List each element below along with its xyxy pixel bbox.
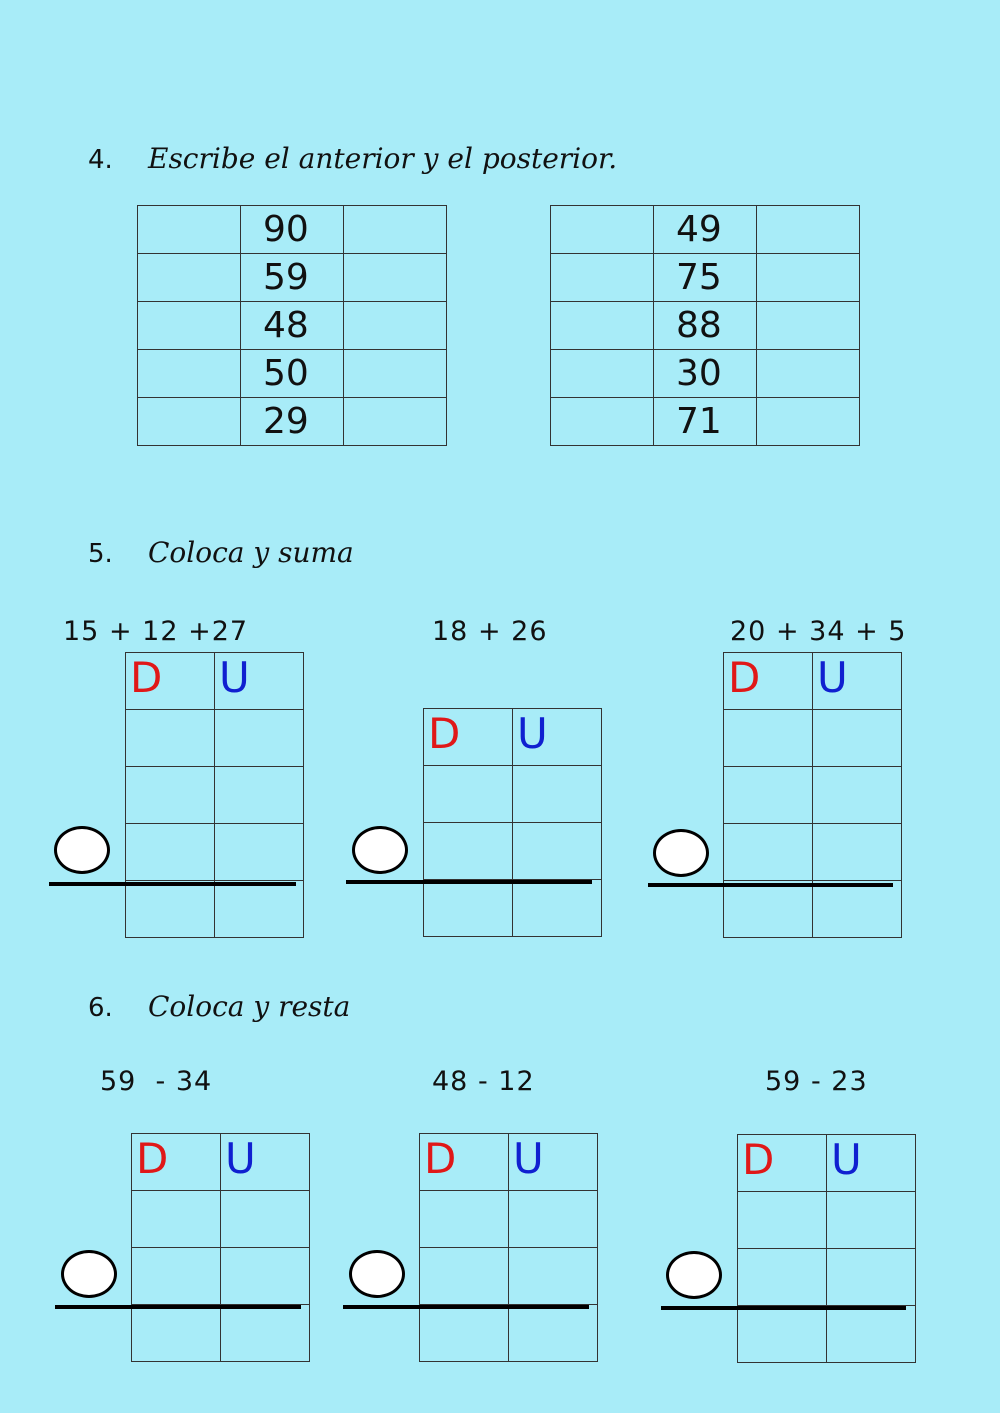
units-cell[interactable] (215, 767, 304, 824)
tens-header: D (724, 653, 813, 710)
subtraction-expression: 48 - 12 (432, 1066, 535, 1097)
tens-cell[interactable] (126, 767, 215, 824)
sequence-table-right (550, 205, 860, 446)
section-4-heading (88, 142, 617, 175)
units-cell[interactable] (813, 710, 902, 767)
operation-sign-circle[interactable] (61, 1250, 117, 1298)
operation-sign-circle[interactable] (54, 826, 110, 874)
answer-cell-before[interactable] (138, 302, 241, 350)
tens-cell[interactable] (420, 1248, 509, 1305)
given-number: 49 (654, 206, 757, 254)
tens-header: D (126, 653, 215, 710)
units-cell[interactable] (827, 1192, 916, 1249)
tens-cell[interactable] (724, 710, 813, 767)
addition-expression: 18 + 26 (432, 616, 548, 647)
answer-cell-before[interactable] (138, 254, 241, 302)
given-number: 48 (241, 302, 344, 350)
tens-cell[interactable] (738, 1192, 827, 1249)
units-cell[interactable] (215, 710, 304, 767)
tens-result-cell[interactable] (738, 1306, 827, 1363)
tens-header: D (420, 1134, 509, 1191)
tens-header: D (424, 709, 513, 766)
answer-cell-after[interactable] (344, 254, 447, 302)
tens-cell[interactable] (424, 766, 513, 823)
given-number: 88 (654, 302, 757, 350)
tens-header: D (132, 1134, 221, 1191)
section-number: 4. (88, 145, 113, 175)
tens-cell[interactable] (126, 710, 215, 767)
addition-expression: 20 + 34 + 5 (730, 616, 907, 647)
operation-sign-circle[interactable] (653, 829, 709, 877)
answer-cell-after[interactable] (757, 350, 860, 398)
answer-cell-after[interactable] (344, 302, 447, 350)
tens-cell[interactable] (132, 1248, 221, 1305)
units-header: U (221, 1134, 310, 1191)
answer-cell-before[interactable] (551, 350, 654, 398)
tens-result-cell[interactable] (132, 1305, 221, 1362)
units-result-cell[interactable] (215, 881, 304, 938)
answer-cell-after[interactable] (344, 206, 447, 254)
units-cell[interactable] (221, 1248, 310, 1305)
column-subtraction-grid (419, 1133, 598, 1362)
operation-sign-circle[interactable] (349, 1250, 405, 1298)
tens-cell[interactable] (420, 1191, 509, 1248)
units-cell[interactable] (513, 823, 602, 880)
given-number: 75 (654, 254, 757, 302)
section-title: Coloca y resta (148, 990, 351, 1023)
units-result-cell[interactable] (509, 1305, 598, 1362)
units-cell[interactable] (509, 1248, 598, 1305)
given-number: 59 (241, 254, 344, 302)
sum-line (49, 882, 296, 886)
column-addition-grid (125, 652, 304, 938)
difference-line (661, 1306, 906, 1310)
units-result-cell[interactable] (813, 881, 902, 938)
answer-cell-before[interactable] (551, 206, 654, 254)
answer-cell-after[interactable] (757, 302, 860, 350)
answer-cell-before[interactable] (138, 206, 241, 254)
tens-result-cell[interactable] (424, 880, 513, 937)
given-number: 30 (654, 350, 757, 398)
section-number: 6. (88, 993, 113, 1023)
tens-cell[interactable] (738, 1249, 827, 1306)
subtraction-expression: 59 - 34 (100, 1066, 213, 1097)
units-cell[interactable] (509, 1191, 598, 1248)
answer-cell-before[interactable] (551, 302, 654, 350)
units-cell[interactable] (215, 824, 304, 881)
units-cell[interactable] (813, 824, 902, 881)
units-header: U (813, 653, 902, 710)
operation-sign-circle[interactable] (666, 1251, 722, 1299)
column-subtraction-grid (131, 1133, 310, 1362)
given-number: 29 (241, 398, 344, 446)
units-result-cell[interactable] (513, 880, 602, 937)
tens-header: D (738, 1135, 827, 1192)
tens-cell[interactable] (126, 824, 215, 881)
subtraction-expression: 59 - 23 (765, 1066, 868, 1097)
operation-sign-circle[interactable] (352, 826, 408, 874)
answer-cell-before[interactable] (138, 398, 241, 446)
sequence-table-left (137, 205, 447, 446)
column-addition-grid (423, 708, 602, 937)
addition-expression: 15 + 12 +27 (63, 616, 249, 647)
sum-line (648, 883, 893, 887)
units-cell[interactable] (827, 1249, 916, 1306)
tens-cell[interactable] (724, 767, 813, 824)
answer-cell-after[interactable] (757, 206, 860, 254)
section-5-heading (88, 536, 354, 569)
tens-result-cell[interactable] (724, 881, 813, 938)
units-header: U (513, 709, 602, 766)
given-number: 50 (241, 350, 344, 398)
tens-result-cell[interactable] (420, 1305, 509, 1362)
sum-line (346, 880, 592, 884)
units-header: U (827, 1135, 916, 1192)
units-result-cell[interactable] (221, 1305, 310, 1362)
given-number: 90 (241, 206, 344, 254)
answer-cell-after[interactable] (344, 398, 447, 446)
answer-cell-before[interactable] (138, 350, 241, 398)
difference-line (343, 1305, 589, 1309)
column-subtraction-grid (737, 1134, 916, 1363)
units-header: U (215, 653, 304, 710)
section-title: Escribe el anterior y el posterior. (148, 142, 618, 175)
section-6-heading (88, 990, 350, 1023)
units-cell[interactable] (513, 766, 602, 823)
column-addition-grid (723, 652, 902, 938)
given-number: 71 (654, 398, 757, 446)
answer-cell-after[interactable] (757, 398, 860, 446)
units-cell[interactable] (813, 767, 902, 824)
tens-result-cell[interactable] (126, 881, 215, 938)
answer-cell-after[interactable] (344, 350, 447, 398)
section-title: Coloca y suma (148, 536, 354, 569)
answer-cell-before[interactable] (551, 254, 654, 302)
tens-cell[interactable] (724, 824, 813, 881)
answer-cell-before[interactable] (551, 398, 654, 446)
difference-line (55, 1305, 301, 1309)
units-cell[interactable] (221, 1191, 310, 1248)
answer-cell-after[interactable] (757, 254, 860, 302)
units-header: U (509, 1134, 598, 1191)
section-number: 5. (88, 539, 113, 569)
tens-cell[interactable] (424, 823, 513, 880)
tens-cell[interactable] (132, 1191, 221, 1248)
units-result-cell[interactable] (827, 1306, 916, 1363)
